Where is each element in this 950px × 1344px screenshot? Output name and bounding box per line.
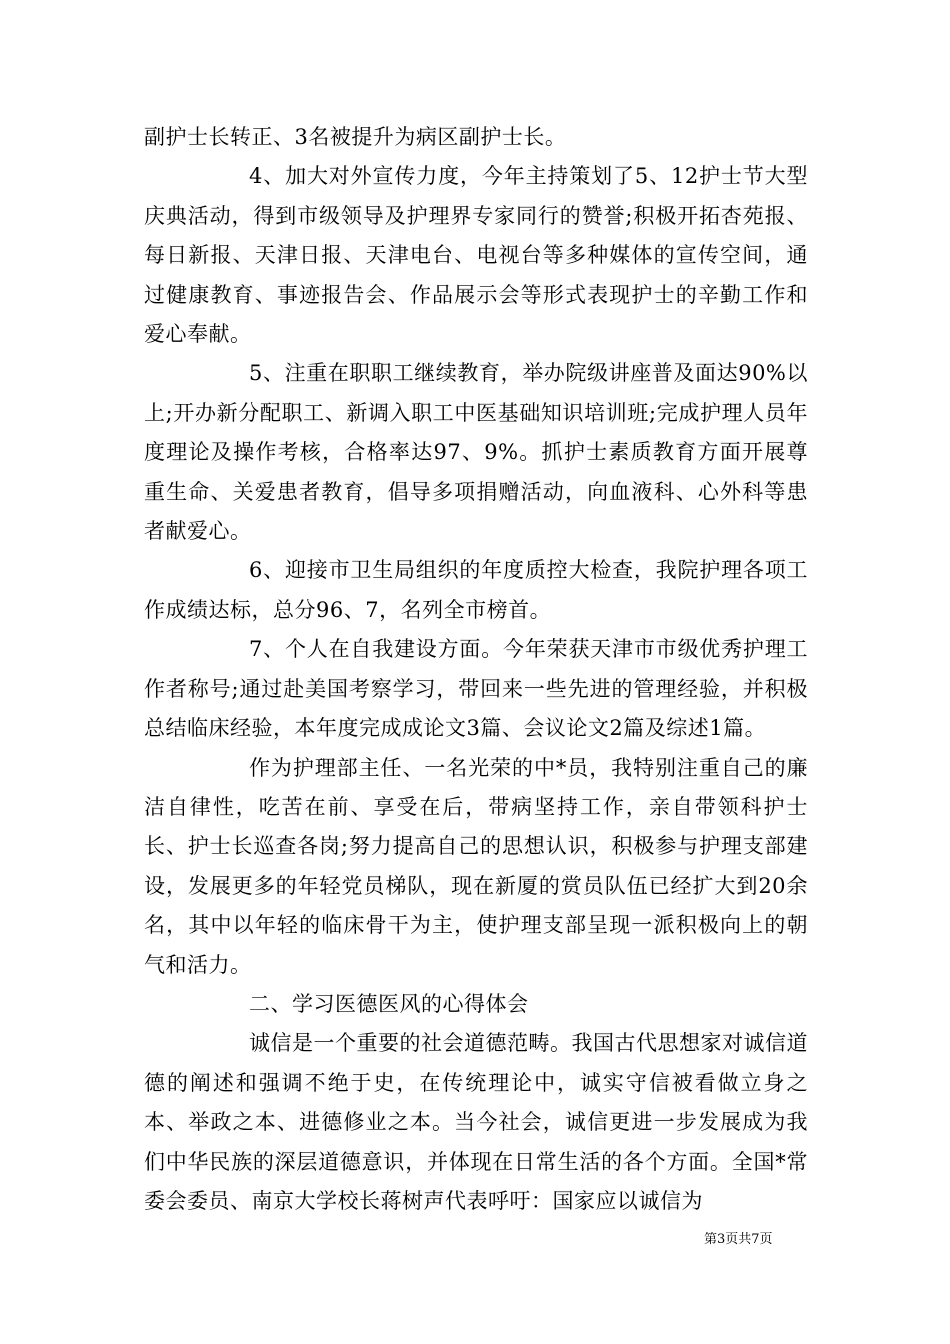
paragraph: 副护士长转正、3名被提升为病区副护士长。 <box>144 125 567 149</box>
paragraph: 作为护理部主任、一名光荣的中*员，我特别注重自己的廉洁自律性，吃苦在前、享受在后，带病坚持工作，亲自带领科护士长、护士长巡查各岗;努力提高自己的思想认识，积极参与护理支部建设，发展更多的年轻党员梯队，现在新厦的赏员队伍已经扩大到20余名，其中以年轻的临床骨干为主，使护理支部呈现一派积极向上的朝气和活力。 <box>144 755 808 977</box>
paragraph: 7、个人在自我建设方面。今年荣获天津市市级优秀护理工作者称号;通过赴美国考察学习，带回来一些先进的管理经验，并积极总结临床经验，本年度完成成论文3篇、会议论文2篇及综述1篇。 <box>144 637 808 741</box>
paragraph: 5、注重在职职工继续教育，举办院级讲座普及面达90%以上;开办新分配职工、新调入职工中医基础知识培训班;完成护理人员年度理论及操作考核，合格率达97、9%。抓护士素质教育方面开展尊重生命、关爱患者教育，倡导多项捐赠活动，向血液科、心外科等患者献爱心。 <box>144 361 808 544</box>
paragraph: 6、迎接市卫生局组织的年度质控大检查，我院护理各项工作成绩达标，总分96、7，名列全市榜首。 <box>144 558 808 622</box>
section-heading: 二、学习医德医风的心得体会 <box>249 991 529 1016</box>
document-body <box>144 118 808 1221</box>
paragraph: 诚信是一个重要的社会道德范畴。我国古代思想家对诚信道德的阐述和强调不绝于史，在传统理论中，诚实守信被看做立身之本、举政之本、进德修业之本。当今社会，诚信更进一步发展成为我们中华民族的深层道德意识，并体现在日常生活的各个方面。全国*常委会委员、南京大学校长蒋树声代表呼吁：国家应以诚信为 <box>144 1031 808 1213</box>
paragraph: 4、加大对外宣传力度，今年主持策划了5、12护士节大型庆典活动，得到市级领导及护理界专家同行的赞誉;积极开拓杏苑报、每日新报、天津日报、天津电台、电视台等多种媒体的宣传空间，通过健康教育、事迹报告会、作品展示会等形式表现护士的辛勤工作和爱心奉献。 <box>144 164 808 347</box>
page-number-footer: 第3页共7页 <box>704 1232 773 1247</box>
